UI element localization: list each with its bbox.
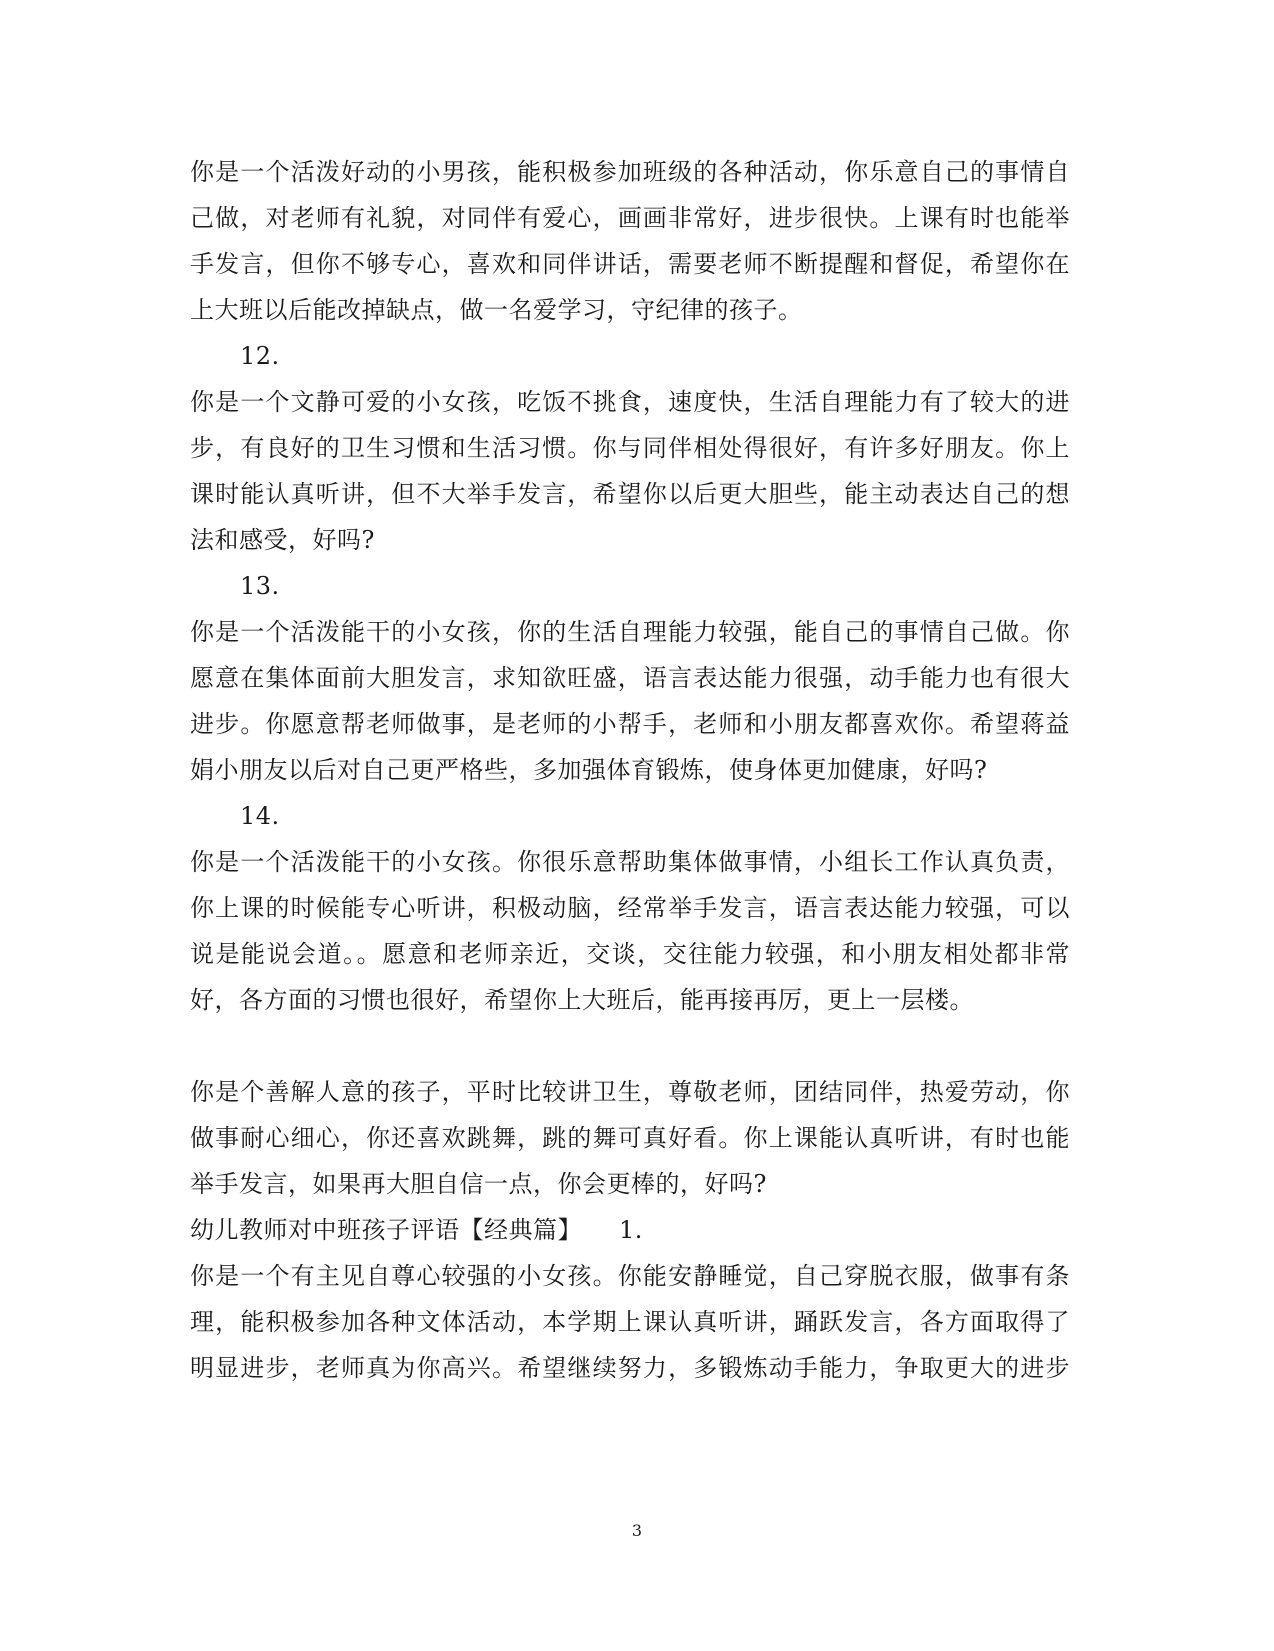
paragraph-line: 步，有良好的卫生习惯和生活习惯。你与同伴相处得很好，有许多好朋友。你上 — [190, 434, 1070, 462]
paragraph-line: 好，各方面的习惯也很好，希望你上大班后，能再接再厉，更上一层楼。 — [190, 986, 974, 1014]
paragraph-line: 明显进步，老师真为你高兴。希望继续努力，多锻炼动手能力，争取更大的进步 — [190, 1354, 1070, 1382]
paragraph-line: 理，能积极参加各种文体活动，本学期上课认真听讲，踊跃发言，各方面取得了 — [190, 1308, 1070, 1336]
page-number: 3 — [631, 1521, 643, 1540]
paragraph-line: 你上课的时候能专心听讲，积极动脑，经常举手发言，语言表达能力较强，可以 — [190, 894, 1070, 922]
paragraph-line: 你是一个文静可爱的小女孩，吃饭不挑食，速度快，生活自理能力有了较大的进 — [190, 388, 1070, 416]
paragraph-line: 举手发言，如果再大胆自信一点，你会更棒的，好吗? — [190, 1170, 767, 1198]
item-number: 13. — [240, 572, 280, 600]
paragraph-line: 你是一个有主见自尊心较强的小女孩。你能安静睡觉，自己穿脱衣服，做事有条 — [190, 1262, 1070, 1290]
paragraph-line: 法和感受，好吗? — [190, 526, 375, 554]
item-number: 14. — [240, 802, 280, 830]
paragraph-line: 你是一个活泼好动的小男孩，能积极参加班级的各种活动，你乐意自己的事情自 — [190, 158, 1070, 186]
paragraph-line: 愿意在集体面前大胆发言，求知欲旺盛，语言表达能力很强，动手能力也有很大 — [190, 664, 1070, 692]
paragraph-line: 做事耐心细心，你还喜欢跳舞，跳的舞可真好看。你上课能认真听讲，有时也能 — [190, 1124, 1070, 1152]
paragraph-line: 课时能认真听讲，但不大举手发言，希望你以后更大胆些，能主动表达自己的想 — [190, 480, 1070, 508]
paragraph-line: 进步。你愿意帮老师做事，是老师的小帮手，老师和小朋友都喜欢你。希望蒋益 — [190, 710, 1070, 738]
paragraph-line: 说是能说会道。。愿意和老师亲近，交谈，交往能力较强，和小朋友相处都非常 — [190, 940, 1070, 968]
paragraph-line: 你是个善解人意的孩子，平时比较讲卫生，尊敬老师，团结同伴，热爱劳动，你 — [190, 1078, 1070, 1106]
item-number: 12. — [240, 342, 280, 370]
paragraph-line: 上大班以后能改掉缺点，做一名爱学习，守纪律的孩子。 — [190, 296, 803, 324]
paragraph-line: 你是一个活泼能干的小女孩。你很乐意帮助集体做事情，小组长工作认真负责， — [190, 848, 1070, 876]
section-heading: 幼儿教师对中班孩子评语【经典篇】 1. — [190, 1216, 643, 1244]
paragraph-line: 手发言，但你不够专心，喜欢和同伴讲话，需要老师不断提醒和督促，希望你在 — [190, 250, 1070, 278]
paragraph-line: 娟小朋友以后对自己更严格些，多加强体育锻炼，使身体更加健康，好吗? — [190, 756, 988, 784]
paragraph-line: 己做，对老师有礼貌，对同伴有爱心，画画非常好，进步很快。上课有时也能举 — [190, 204, 1070, 232]
paragraph-line: 你是一个活泼能干的小女孩，你的生活自理能力较强，能自己的事情自己做。你 — [190, 618, 1070, 646]
